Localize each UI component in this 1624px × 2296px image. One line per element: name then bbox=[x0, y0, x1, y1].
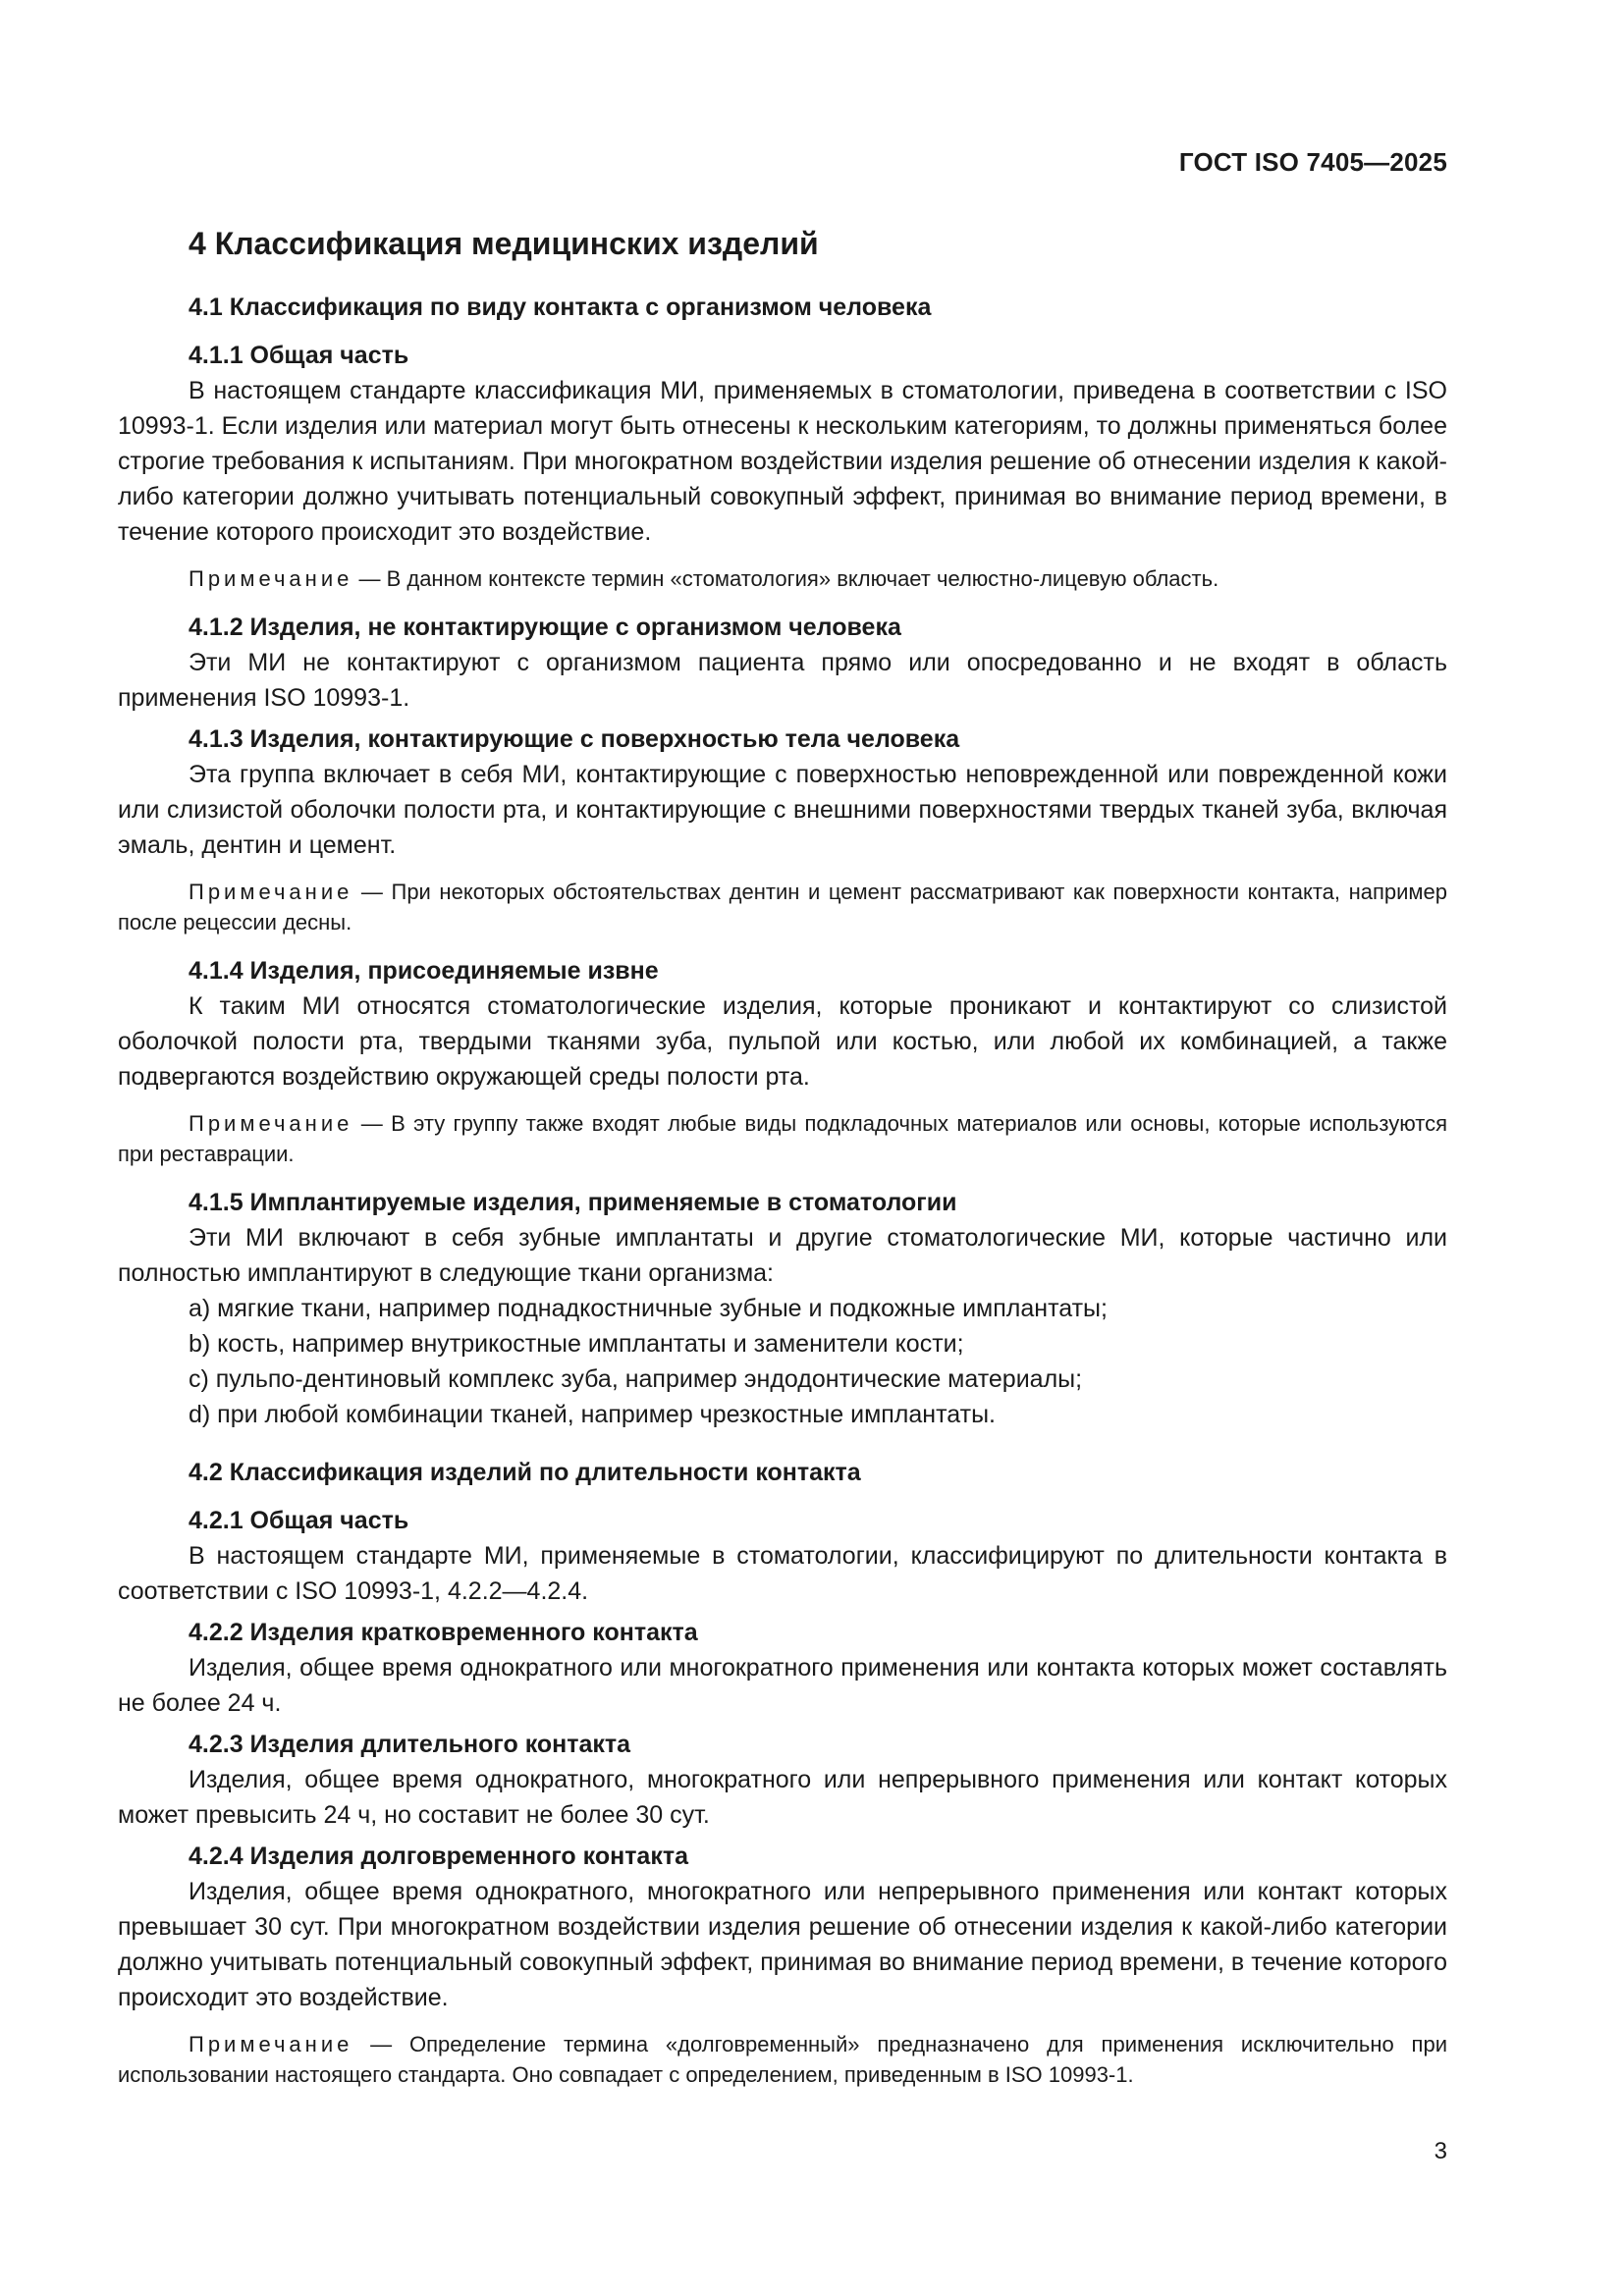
tissue-list bbox=[118, 1291, 1447, 1432]
document-body bbox=[118, 224, 1447, 2106]
section-4-1-3-title: 4.1.3 Изделия, контактирующие с поверхностью тела человека bbox=[189, 725, 960, 753]
note-text: — В данном контексте термин «стоматология» включает челюстно-лицевую область. bbox=[352, 566, 1219, 591]
note bbox=[118, 877, 1447, 937]
note-label: Примечание bbox=[189, 566, 353, 591]
list-item: d) при любой комбинации тканей, например чрезкостные имплантаты. bbox=[189, 1401, 996, 1428]
section-4-2-2-body: Изделия, общее время однократного или многократного применения или контакта которых может составлять не более 24 ч. bbox=[118, 1654, 1447, 1717]
note-label: Примечание bbox=[189, 1111, 353, 1136]
section-4-2-2-title: 4.2.2 Изделия кратковременного контакта bbox=[189, 1619, 698, 1646]
note-text: — Определение термина «долговременный» предназначено для применения исключительно при использовании настоящего стандарта. Оно совпадает с определением, приведенным в ISO 10993-1. bbox=[118, 2032, 1447, 2087]
section-4-1-2-title: 4.1.2 Изделия, не контактирующие с организмом человека bbox=[189, 614, 901, 641]
list-item: b) кость, например внутрикостные имплантаты и заменители кости; bbox=[189, 1330, 964, 1358]
section-4-1-4-body: К таким МИ относятся стоматологические изделия, которые проникают и контактируют со слизистой оболочкой полости рта, твердыми тканями зуба, пульпой или костью, или любой их комбинацией, а также подвергаются воздействию окружающей среды полости рта. bbox=[118, 992, 1447, 1091]
section-4-2-4-title: 4.2.4 Изделия долговременного контакта bbox=[189, 1842, 688, 1870]
section-4-1-title: 4.1 Классификация по виду контакта с организмом человека bbox=[189, 294, 932, 321]
section-4-1-1-title: 4.1.1 Общая часть bbox=[189, 342, 409, 369]
section-4-1-3-body: Эта группа включает в себя МИ, контактирующие с поверхностью неповрежденной или поврежденной кожи или слизистой оболочки полости рта, и контактирующие с внешними поверхностями твердых тканей зуба, включая эмаль, дентин и цемент. bbox=[118, 761, 1447, 859]
section-4-1-1-body: В настоящем стандарте классификация МИ, применяемых в стоматологии, приведена в соответствии с ISO 10993-1. Если изделия или материал могут быть отнесены к нескольким категориям, то должны применяться более строгие требования к испытаниям. При многократном воздействии изделия решение об отнесении изделия к какой-либо категории должно учитывать потенциальный совокупный эффект, принимая во внимание период времени, в течение которого происходит это воздействие. bbox=[118, 377, 1447, 546]
list-item: c) пульпо-дентиновый комплекс зуба, например эндодонтические материалы; bbox=[189, 1365, 1083, 1393]
section-4-2-1-title: 4.2.1 Общая часть bbox=[189, 1507, 409, 1534]
section-4-2-title: 4.2 Классификация изделий по длительности контакта bbox=[189, 1459, 861, 1486]
note bbox=[118, 563, 1447, 594]
section-4-1-5-body: Эти МИ включают в себя зубные имплантаты и другие стоматологические МИ, которые частично или полностью имплантируют в следующие ткани организма: bbox=[118, 1224, 1447, 1287]
list-item: a) мягкие ткани, например поднадкостничные зубные и подкожные имплантаты; bbox=[189, 1295, 1108, 1322]
note-label: Примечание bbox=[189, 2032, 353, 2056]
section-4-2-3-title: 4.2.3 Изделия длительного контакта bbox=[189, 1731, 631, 1758]
section-4-2-4-body: Изделия, общее время однократного, многократного или непрерывного применения или контакт которых превышает 30 сут. При многократном воздействии изделия решение об отнесении изделия к какой-либо категории должно учитывать потенциальный совокупный эффект, принимая во внимание период времени, в течение которого происходит это воздействие. bbox=[118, 1878, 1447, 2011]
note-text: — При некоторых обстоятельствах дентин и цемент рассматривают как поверхности контакта, например после рецессии десны. bbox=[118, 880, 1447, 934]
section-4-1-4-title: 4.1.4 Изделия, присоединяемые извне bbox=[189, 957, 659, 985]
note bbox=[118, 2029, 1447, 2090]
note-text: — В эту группу также входят любые виды подкладочных материалов или основы, которые используются при реставрации. bbox=[118, 1111, 1447, 1166]
section-4-2-3-body: Изделия, общее время однократного, многократного или непрерывного применения или контакт которых может превысить 24 ч, но составит не более 30 сут. bbox=[118, 1766, 1447, 1829]
section-4-1-5-title: 4.1.5 Имплантируемые изделия, применяемые в стоматологии bbox=[189, 1189, 957, 1216]
section-4-1-2-body: Эти МИ не контактируют с организмом пациента прямо или опосредованно и не входят в область применения ISO 10993-1. bbox=[118, 649, 1447, 712]
note-label: Примечание bbox=[189, 880, 353, 904]
section-4-title: 4 Классификация медицинских изделий bbox=[189, 226, 819, 261]
note bbox=[118, 1108, 1447, 1169]
page-number: 3 bbox=[1434, 2138, 1447, 2164]
document-code: ГОСТ ISO 7405—2025 bbox=[1178, 147, 1447, 177]
section-4-2-1-body: В настоящем стандарте МИ, применяемые в стоматологии, классифицируют по длительности контакта в соответствии с ISO 10993-1, 4.2.2—4.2.4. bbox=[118, 1542, 1447, 1605]
